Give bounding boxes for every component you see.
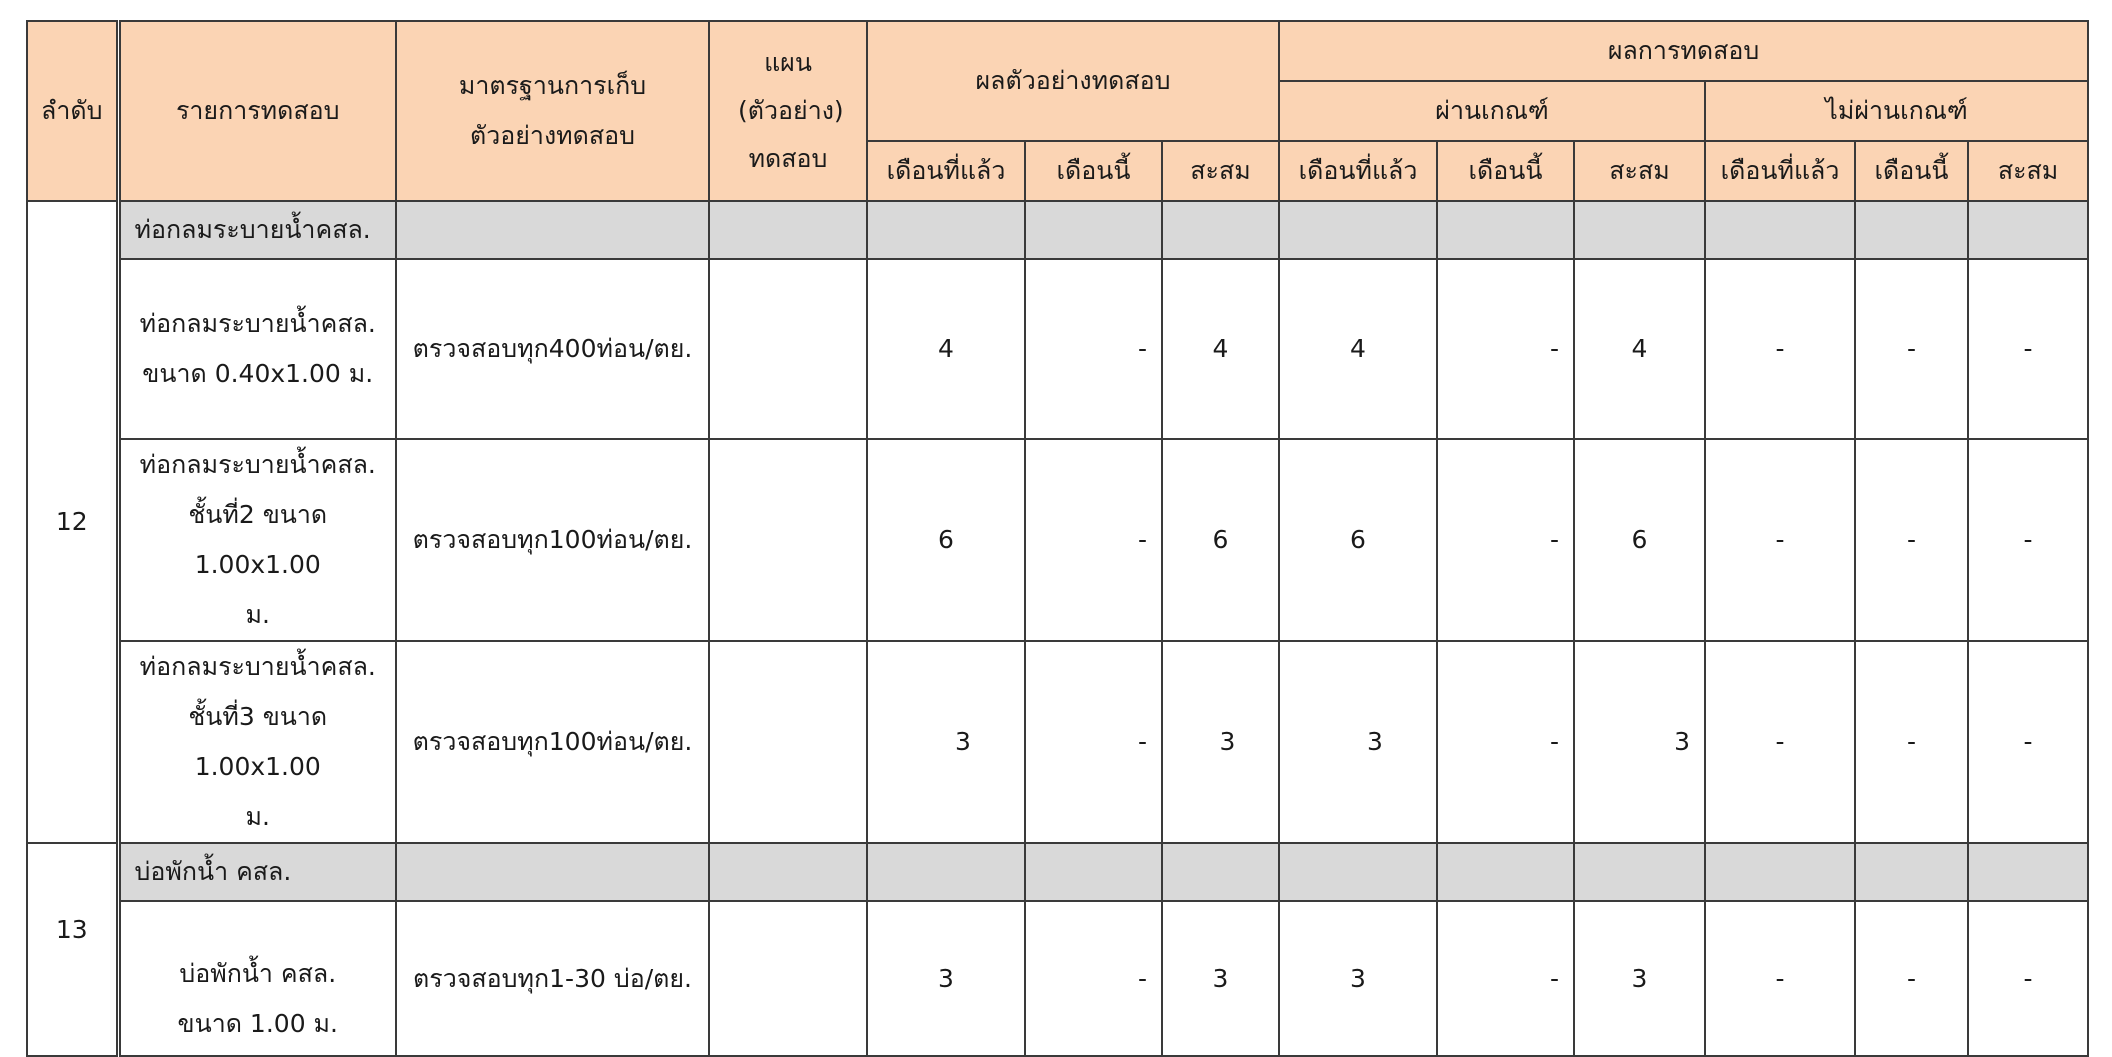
- fail-prev-month: -: [1705, 259, 1855, 439]
- fail-this-month: -: [1855, 259, 1968, 439]
- fail-this-month: -: [1855, 641, 1968, 843]
- test-results-table: [26, 20, 2089, 1057]
- pass-prev-month: 4: [1279, 259, 1437, 439]
- header-no: ลำดับ: [27, 21, 118, 201]
- group-title: ท่อกลมระบายน้ำคสล.: [118, 201, 396, 259]
- plan-cell: [709, 259, 867, 439]
- header-standard: มาตรฐานการเก็บตัวอย่างทดสอบ: [396, 21, 709, 201]
- fail-this-month: -: [1855, 901, 1968, 1056]
- fail-prev-month: -: [1705, 901, 1855, 1056]
- fail-this-month: -: [1855, 439, 1968, 641]
- header-fail: ไม่ผ่านเกณฑ์: [1705, 81, 2088, 141]
- item-name: ท่อกลมระบายน้ำคสล. ชั้นที่3 ขนาด 1.00x1.00 ม.: [118, 641, 396, 843]
- group-no: 12: [27, 201, 118, 843]
- fail-cumulative: -: [1968, 259, 2088, 439]
- table-row: [27, 901, 2088, 1056]
- header-pass: ผ่านเกณฑ์: [1279, 81, 1705, 141]
- sample-cumulative: 4: [1162, 259, 1279, 439]
- item-name: บ่อพักน้ำ คสล. ขนาด 1.00 ม.: [118, 901, 396, 1056]
- sampling-standard: ตรวจสอบทุก1-30 บ่อ/ตย.: [396, 901, 709, 1056]
- pass-prev-month: 3: [1279, 901, 1437, 1056]
- plan-cell: [709, 901, 867, 1056]
- group-title-row: [27, 201, 2088, 259]
- header-sample-this-month: เดือนนี้: [1025, 141, 1162, 201]
- pass-this-month: -: [1437, 901, 1574, 1056]
- pass-prev-month: 3: [1279, 641, 1437, 843]
- fail-prev-month: -: [1705, 439, 1855, 641]
- header-sample-cumulative: สะสม: [1162, 141, 1279, 201]
- header-sample-result: ผลตัวอย่างทดสอบ: [867, 21, 1279, 141]
- plan-cell: [709, 439, 867, 641]
- sample-prev-month: 4: [867, 259, 1025, 439]
- table-row: [27, 641, 2088, 843]
- header-pass-cumulative: สะสม: [1574, 141, 1705, 201]
- header-fail-cumulative: สะสม: [1968, 141, 2088, 201]
- sample-cumulative: 6: [1162, 439, 1279, 641]
- fail-cumulative: -: [1968, 901, 2088, 1056]
- header-pass-this-month: เดือนนี้: [1437, 141, 1574, 201]
- sample-this-month: -: [1025, 901, 1162, 1056]
- sample-prev-month: 3: [867, 641, 1025, 843]
- pass-prev-month: 6: [1279, 439, 1437, 641]
- fail-prev-month: -: [1705, 641, 1855, 843]
- table-row: [27, 259, 2088, 439]
- header-item: รายการทดสอบ: [118, 21, 396, 201]
- fail-cumulative: -: [1968, 641, 2088, 843]
- pass-cumulative: 4: [1574, 259, 1705, 439]
- table-row: [27, 439, 2088, 641]
- item-name: ท่อกลมระบายน้ำคสล. ขนาด 0.40x1.00 ม.: [118, 259, 396, 439]
- sampling-standard: ตรวจสอบทุก100ท่อน/ตย.: [396, 439, 709, 641]
- pass-cumulative: 3: [1574, 901, 1705, 1056]
- sample-prev-month: 6: [867, 439, 1025, 641]
- sample-prev-month: 3: [867, 901, 1025, 1056]
- pass-this-month: -: [1437, 439, 1574, 641]
- header-plan: แผน (ตัวอย่าง) ทดสอบ: [709, 21, 867, 201]
- test-results-sheet: [26, 20, 2087, 1038]
- sampling-standard: ตรวจสอบทุก100ท่อน/ตย.: [396, 641, 709, 843]
- fail-cumulative: -: [1968, 439, 2088, 641]
- sample-cumulative: 3: [1162, 641, 1279, 843]
- item-name: ท่อกลมระบายน้ำคสล. ชั้นที่2 ขนาด 1.00x1.00 ม.: [118, 439, 396, 641]
- pass-cumulative: 3: [1574, 641, 1705, 843]
- pass-this-month: -: [1437, 259, 1574, 439]
- group-title: บ่อพักน้ำ คสล.: [118, 843, 396, 901]
- sample-this-month: -: [1025, 439, 1162, 641]
- sample-this-month: -: [1025, 259, 1162, 439]
- header-sample-prev-month: เดือนที่แล้ว: [867, 141, 1025, 201]
- group-no: 13: [27, 843, 118, 1056]
- plan-cell: [709, 641, 867, 843]
- group-title-row: [27, 843, 2088, 901]
- sampling-standard: ตรวจสอบทุก400ท่อน/ตย.: [396, 259, 709, 439]
- header-pass-prev-month: เดือนที่แล้ว: [1279, 141, 1437, 201]
- pass-cumulative: 6: [1574, 439, 1705, 641]
- sample-this-month: -: [1025, 641, 1162, 843]
- header-test-result: ผลการทดสอบ: [1279, 21, 2088, 81]
- sample-cumulative: 3: [1162, 901, 1279, 1056]
- header-fail-this-month: เดือนนี้: [1855, 141, 1968, 201]
- header-fail-prev-month: เดือนที่แล้ว: [1705, 141, 1855, 201]
- pass-this-month: -: [1437, 641, 1574, 843]
